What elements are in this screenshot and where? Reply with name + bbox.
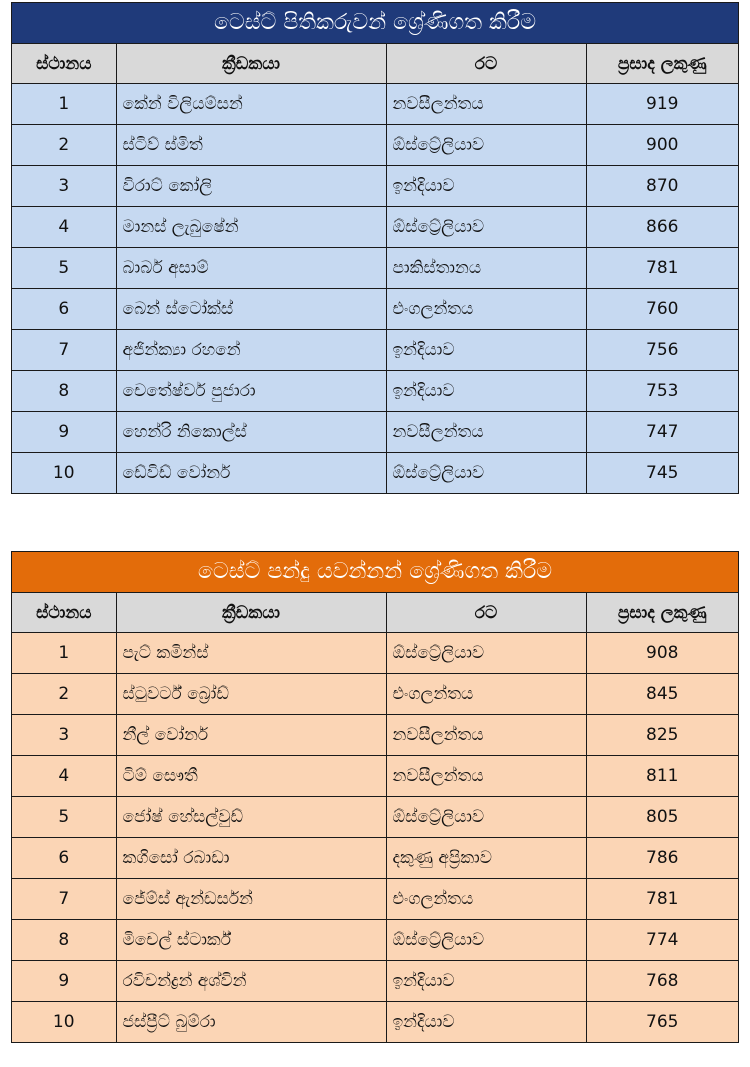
- points-cell: 745: [586, 453, 738, 494]
- table-row: [12, 412, 738, 453]
- country-cell: එංගලන්තය: [386, 674, 586, 715]
- bowling-rows: [12, 633, 738, 1043]
- points-cell: 811: [586, 756, 738, 797]
- rank-cell: 8: [12, 920, 116, 961]
- column-header-points: ප්‍රසාද ලකුණු: [586, 44, 738, 84]
- table-row: [12, 961, 738, 1002]
- table-row: [12, 715, 738, 756]
- rank-cell: 8: [12, 371, 116, 412]
- table-header-row: [12, 44, 738, 84]
- country-cell: ඉන්දියාව: [386, 1002, 586, 1043]
- table-row: [12, 453, 738, 494]
- points-cell: 805: [586, 797, 738, 838]
- country-cell: නවසීලන්තය: [386, 412, 586, 453]
- rank-cell: 6: [12, 838, 116, 879]
- rank-cell: 7: [12, 330, 116, 371]
- column-header-player: ක්‍රීඩකයා: [116, 44, 386, 84]
- player-name-cell: මානස් ලැබුෂේන්: [116, 207, 386, 248]
- table-row: [12, 756, 738, 797]
- points-cell: 774: [586, 920, 738, 961]
- column-header-rank: ස්ථානය: [12, 44, 116, 84]
- country-cell: ඕස්ට්‍රේලියාව: [386, 453, 586, 494]
- player-name-cell: කේන් විලියම්සන්: [116, 84, 386, 125]
- table-row: [12, 84, 738, 125]
- table-row: [12, 1002, 738, 1043]
- country-cell: නවසීලන්තය: [386, 756, 586, 797]
- player-name-cell: මිචෙල් ස්ටාර්ක්: [116, 920, 386, 961]
- player-name-cell: බෙන් ස්ටෝක්ස්: [116, 289, 386, 330]
- batting-rankings-title: ටෙස්ට් පිතිකරුවන් ශ්‍රේණිගත කිරීම: [12, 3, 738, 44]
- points-cell: 908: [586, 633, 738, 674]
- table-row: [12, 797, 738, 838]
- points-cell: 781: [586, 248, 738, 289]
- table-row: [12, 289, 738, 330]
- table-row: [12, 166, 738, 207]
- player-name-cell: ටිම් සෞතී: [116, 756, 386, 797]
- points-cell: 765: [586, 1002, 738, 1043]
- country-cell: ඕස්ට්‍රේලියාව: [386, 797, 586, 838]
- country-cell: නවසීලන්තය: [386, 715, 586, 756]
- country-cell: දකුණු අප්‍රිකාව: [386, 838, 586, 879]
- rank-cell: 2: [12, 674, 116, 715]
- points-cell: 781: [586, 879, 738, 920]
- rank-cell: 5: [12, 248, 116, 289]
- player-name-cell: ස්ටුවර්ට් බ්‍රෝඩ්: [116, 674, 386, 715]
- table-row: [12, 371, 738, 412]
- player-name-cell: ජෝෂ් හේසල්වුඩ්: [116, 797, 386, 838]
- points-cell: 919: [586, 84, 738, 125]
- player-name-cell: විරාට් කෝලි: [116, 166, 386, 207]
- table-row: [12, 207, 738, 248]
- player-name-cell: නීල් වෝනර්: [116, 715, 386, 756]
- player-name-cell: ජේම්ස් ඇන්ඩර්සන්: [116, 879, 386, 920]
- batting-rows: [12, 84, 738, 494]
- table-row: [12, 248, 738, 289]
- country-cell: එංගලන්තය: [386, 289, 586, 330]
- player-name-cell: අජින්ක්‍යා රහනේ: [116, 330, 386, 371]
- table-row: [12, 674, 738, 715]
- points-cell: 845: [586, 674, 738, 715]
- player-name-cell: චෙතේෂ්වර් පුජාරා: [116, 371, 386, 412]
- column-header-country: රට: [386, 593, 586, 633]
- rank-cell: 4: [12, 207, 116, 248]
- rank-cell: 9: [12, 961, 116, 1002]
- table-row: [12, 879, 738, 920]
- player-name-cell: හෙන්රි නිකොල්ස්: [116, 412, 386, 453]
- batting-rankings-panel: [11, 2, 739, 494]
- country-cell: ඕස්ට්‍රේලියාව: [386, 920, 586, 961]
- rank-cell: 2: [12, 125, 116, 166]
- rank-cell: 10: [12, 1002, 116, 1043]
- rank-cell: 3: [12, 715, 116, 756]
- rank-cell: 1: [12, 633, 116, 674]
- rank-cell: 1: [12, 84, 116, 125]
- country-cell: ඉන්දියාව: [386, 371, 586, 412]
- table-row: [12, 920, 738, 961]
- column-header-player: ක්‍රීඩකයා: [116, 593, 386, 633]
- country-cell: ඉන්දියාව: [386, 961, 586, 1002]
- country-cell: ඕස්ට්‍රේලියාව: [386, 125, 586, 166]
- points-cell: 768: [586, 961, 738, 1002]
- player-name-cell: පැට් කමින්ස්: [116, 633, 386, 674]
- rank-cell: 10: [12, 453, 116, 494]
- column-header-rank: ස්ථානය: [12, 593, 116, 633]
- country-cell: ඉන්දියාව: [386, 330, 586, 371]
- column-header-points: ප්‍රසාද ලකුණු: [586, 593, 738, 633]
- column-header-country: රට: [386, 44, 586, 84]
- player-name-cell: ජස්ප්‍රීට් බුම්රා: [116, 1002, 386, 1043]
- rank-cell: 6: [12, 289, 116, 330]
- rank-cell: 7: [12, 879, 116, 920]
- country-cell: එංගලන්තය: [386, 879, 586, 920]
- table-row: [12, 633, 738, 674]
- points-cell: 760: [586, 289, 738, 330]
- points-cell: 747: [586, 412, 738, 453]
- batting-rankings-table: [12, 44, 738, 493]
- player-name-cell: ස්ටිව් ස්මිත්: [116, 125, 386, 166]
- table-header-row: [12, 593, 738, 633]
- player-name-cell: ඩේවිඩ් වෝනර්: [116, 453, 386, 494]
- rank-cell: 4: [12, 756, 116, 797]
- player-name-cell: රවිචන්ද්‍රන් අශ්වින්: [116, 961, 386, 1002]
- bowling-rankings-title: ටෙස්ට් පන්දු යවන්නන් ශ්‍රේණිගත කිරීම: [12, 552, 738, 593]
- bowling-rankings-panel: [11, 551, 739, 1043]
- rank-cell: 9: [12, 412, 116, 453]
- player-name-cell: බාබර් අසාම්: [116, 248, 386, 289]
- points-cell: 870: [586, 166, 738, 207]
- player-name-cell: කගිසෝ රබාඩා: [116, 838, 386, 879]
- rank-cell: 5: [12, 797, 116, 838]
- table-row: [12, 330, 738, 371]
- points-cell: 866: [586, 207, 738, 248]
- table-row: [12, 125, 738, 166]
- country-cell: ඉන්දියාව: [386, 166, 586, 207]
- points-cell: 900: [586, 125, 738, 166]
- country-cell: ඕස්ට්‍රේලියාව: [386, 633, 586, 674]
- points-cell: 786: [586, 838, 738, 879]
- points-cell: 825: [586, 715, 738, 756]
- table-row: [12, 838, 738, 879]
- country-cell: නවසීලන්තය: [386, 84, 586, 125]
- points-cell: 753: [586, 371, 738, 412]
- country-cell: පාකිස්තානය: [386, 248, 586, 289]
- points-cell: 756: [586, 330, 738, 371]
- country-cell: ඕස්ට්‍රේලියාව: [386, 207, 586, 248]
- bowling-rankings-table: [12, 593, 738, 1042]
- rank-cell: 3: [12, 166, 116, 207]
